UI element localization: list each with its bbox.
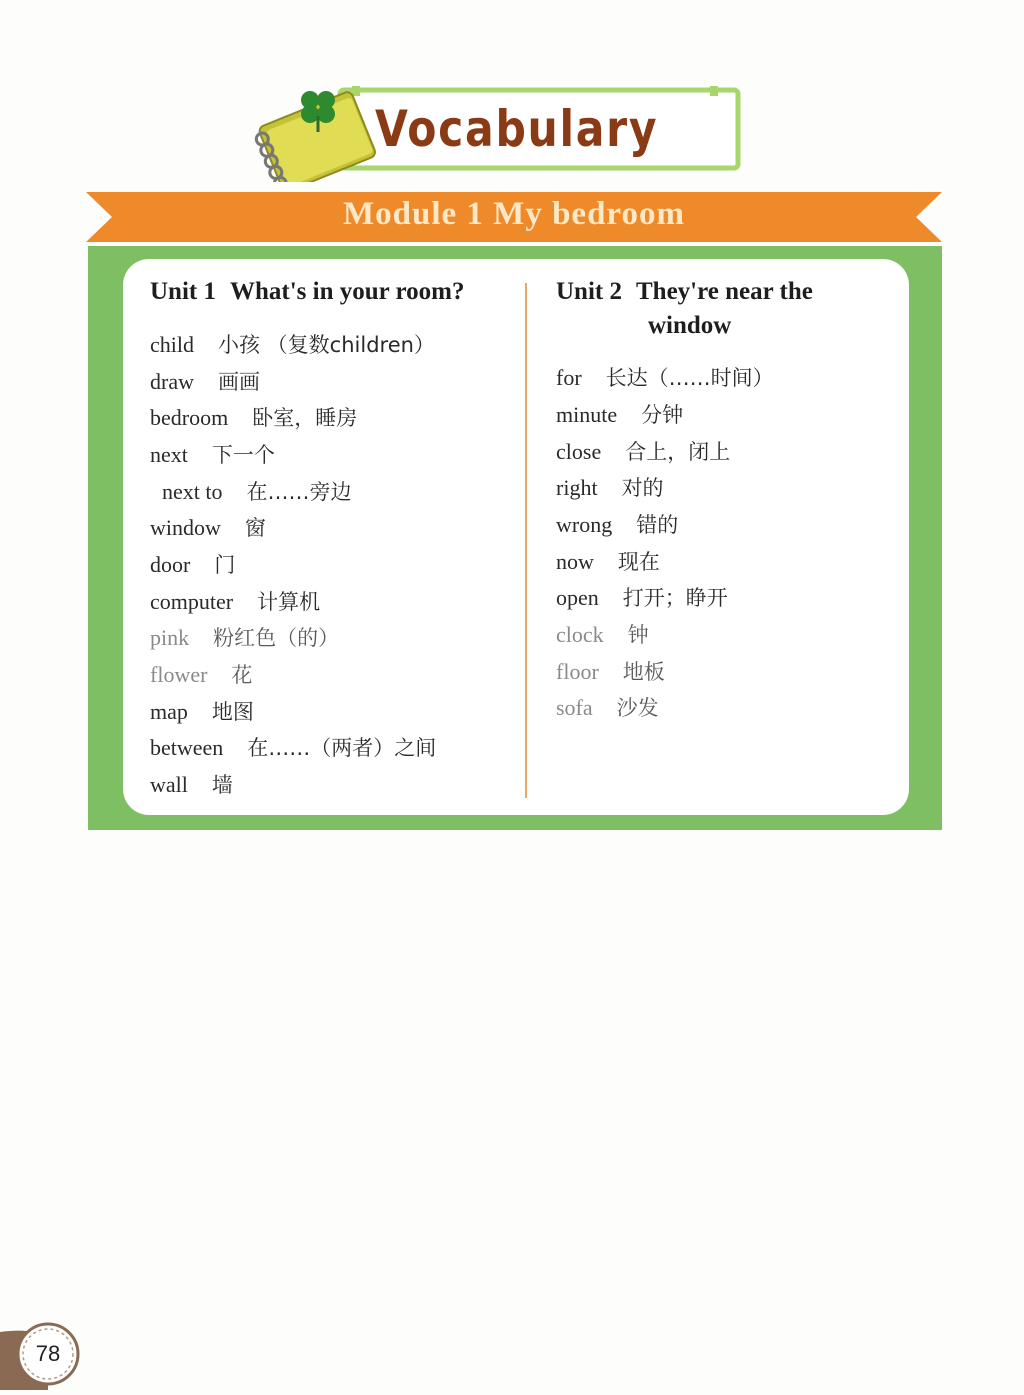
unit2-word-minute: minute 分钟 xyxy=(556,402,684,427)
unit2-word-right: right 对的 xyxy=(556,475,664,500)
unit1-name: What's in your room? xyxy=(229,278,465,305)
module-ribbon xyxy=(86,192,942,242)
column-divider xyxy=(525,283,527,798)
unit2-word-for: for 长达（……时间） xyxy=(556,365,774,390)
unit2-number: Unit 2 xyxy=(556,278,622,305)
unit1-number: Unit 1 xyxy=(150,278,216,305)
unit1-word-map: map 地图 xyxy=(150,699,254,724)
unit1-word-between: between 在……（两者）之间 xyxy=(150,735,437,760)
unit2-name-line2: window xyxy=(648,312,732,339)
unit2-title xyxy=(556,278,813,306)
unit2-word-close: close 合上，闭上 xyxy=(556,439,731,464)
unit2-word-now: now 现在 xyxy=(556,549,660,574)
vocabulary-header xyxy=(240,82,750,182)
unit1-word-bedroom: bedroom 卧室，睡房 xyxy=(150,405,358,430)
unit1-word-child: child 小孩 （复数children） xyxy=(150,332,435,357)
vocabulary-title: Vocabulary xyxy=(375,100,659,158)
unit1-word-draw: draw 画画 xyxy=(150,369,260,394)
unit1-word-wall: wall 墙 xyxy=(150,772,233,797)
unit2-word-floor: floor 地板 xyxy=(556,659,665,684)
unit1-word-pink: pink 粉红色（的） xyxy=(150,625,340,650)
unit1-word-next: next 下一个 xyxy=(150,442,275,467)
unit2-word-wrong: wrong 错的 xyxy=(556,512,679,537)
unit1-word-next-to: next to 在……旁边 xyxy=(162,479,352,504)
unit2-word-clock: clock 钟 xyxy=(556,622,649,647)
unit1-word-flower: flower 花 xyxy=(150,662,253,687)
unit2-word-sofa: sofa 沙发 xyxy=(556,695,659,720)
unit2-name-line1: They're near the xyxy=(635,278,813,305)
unit1-word-door: door 门 xyxy=(150,552,236,577)
unit1-title xyxy=(150,278,465,306)
module-title: Module 1 My bedroom xyxy=(343,196,685,232)
unit1-word-window: window 窗 xyxy=(150,515,266,540)
unit1-word-computer: computer 计算机 xyxy=(150,589,321,614)
page-number: 78 xyxy=(35,1341,61,1366)
unit2-word-open: open 打开；睁开 xyxy=(556,585,728,610)
